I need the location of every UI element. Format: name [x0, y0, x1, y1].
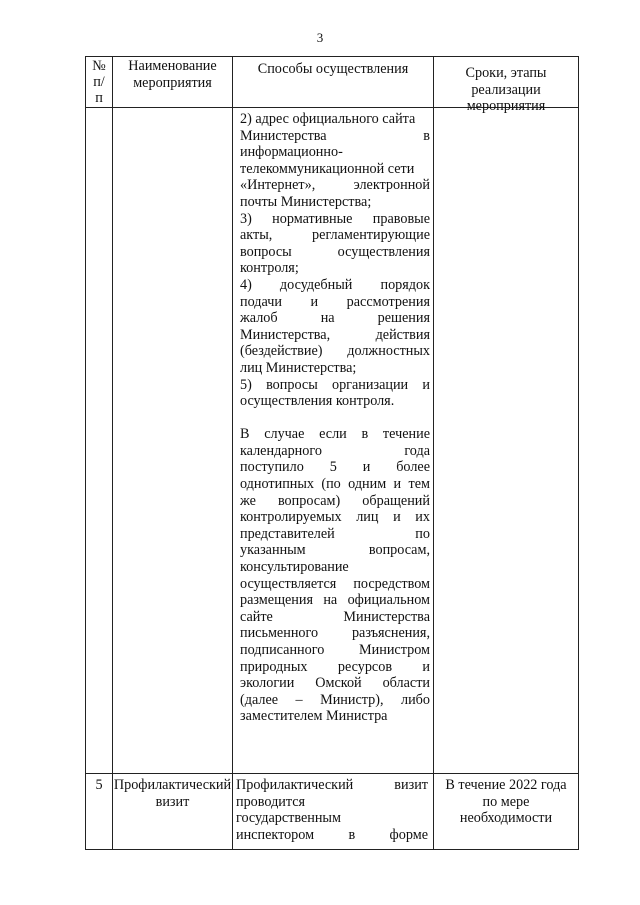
text-line: подписанного Министром — [240, 642, 430, 658]
column-divider-2 — [232, 56, 233, 850]
header-name-line: Наименование — [128, 58, 217, 74]
text-line: заместителем Министра — [240, 708, 388, 725]
text-line: акты, регламентирующие — [240, 227, 430, 244]
header-terms — [434, 65, 578, 115]
text-line: письменного разъяснения, — [240, 625, 430, 642]
header-terms-line: реализации — [471, 81, 541, 98]
header-name — [113, 58, 232, 91]
header-number — [86, 58, 112, 106]
text-line: лиц Министерства; — [240, 359, 357, 376]
text-line: (далее – Министр), либо — [240, 691, 430, 708]
header-number-line: п/ — [93, 74, 105, 90]
header-terms-line: Сроки, этапы — [465, 65, 547, 81]
text-line: проводится — [236, 793, 306, 810]
text-line: государственным — [236, 810, 341, 827]
text-line: жалоб на решения — [240, 310, 430, 327]
text-line: контроля; — [240, 260, 299, 277]
text-line: же вопросам) обращений — [240, 492, 430, 509]
row5-methods — [236, 777, 428, 843]
text-line: вопросы осуществления — [240, 243, 430, 260]
text-line: информационно- — [240, 144, 343, 161]
text-line: телекоммуникационной сети — [240, 160, 415, 177]
header-methods — [233, 61, 433, 78]
column-divider-1 — [112, 56, 113, 850]
row5-number — [86, 777, 112, 794]
text-line: осуществляется посредством — [240, 575, 430, 592]
text-line: инспектором в форме — [236, 826, 428, 843]
table-top-border — [85, 56, 579, 57]
text-line: контролируемых лиц и их — [240, 509, 430, 526]
text-line: подачи и рассмотрения — [240, 293, 430, 310]
text-line: осуществления контроля. — [240, 393, 395, 410]
text-line: (бездействие) должностных — [240, 343, 430, 360]
row-separator — [85, 773, 579, 774]
text-line: Министерства, действия — [240, 326, 430, 343]
text-line: «Интернет», электронной — [240, 177, 430, 194]
text-line: календарного года — [240, 442, 430, 459]
column-divider-3 — [433, 56, 434, 850]
text-line: представителей по — [240, 525, 430, 542]
header-number-line: № — [92, 58, 106, 74]
text-line: Профилактический визит — [236, 777, 428, 793]
text-line: сайте Министерства — [240, 608, 430, 625]
text-line: В случае если в течение — [240, 426, 430, 443]
text-line: консультирование — [240, 559, 349, 576]
text-line: 2) адрес официального сайта — [240, 111, 416, 127]
text-line: однотипных (по одним и тем — [240, 476, 430, 493]
text-line: 5) вопросы организации и — [240, 376, 430, 393]
text-line: природных ресурсов и — [240, 658, 430, 675]
row5-terms — [434, 777, 578, 827]
text-line: 4) досудебный порядок — [240, 276, 430, 293]
row5-number-text: 5 — [95, 777, 103, 793]
text-line — [240, 410, 430, 427]
row5-name — [113, 777, 232, 810]
text-line: поступило 5 и более — [240, 459, 430, 476]
row5-name-line: визит — [155, 793, 190, 810]
header-terms-line: мероприятия — [466, 98, 546, 115]
header-name-line: мероприятия — [133, 74, 212, 91]
text-line: экологии Омской области — [240, 675, 430, 692]
text-line: почты Министерства; — [240, 193, 372, 210]
row5-terms-line: по мере — [482, 793, 530, 810]
header-methods-line: Способы осуществления — [257, 61, 409, 77]
table-right-border — [578, 56, 579, 850]
text-line: Министерства в — [240, 127, 430, 144]
text-line: размещения на официальном — [240, 592, 430, 609]
table-left-border — [85, 56, 86, 850]
table-bottom-border — [85, 849, 579, 850]
text-line: указанным вопросам, — [240, 542, 430, 559]
row5-name-line: Профилактический — [113, 777, 232, 793]
continued-row-methods — [240, 111, 430, 725]
header-number-line: п — [95, 90, 103, 106]
row5-terms-line: В течение 2022 года — [445, 777, 567, 793]
row5-terms-line: необходимости — [459, 810, 553, 827]
page-number: 3 — [316, 30, 324, 45]
text-line: 3) нормативные правовые — [240, 210, 430, 227]
